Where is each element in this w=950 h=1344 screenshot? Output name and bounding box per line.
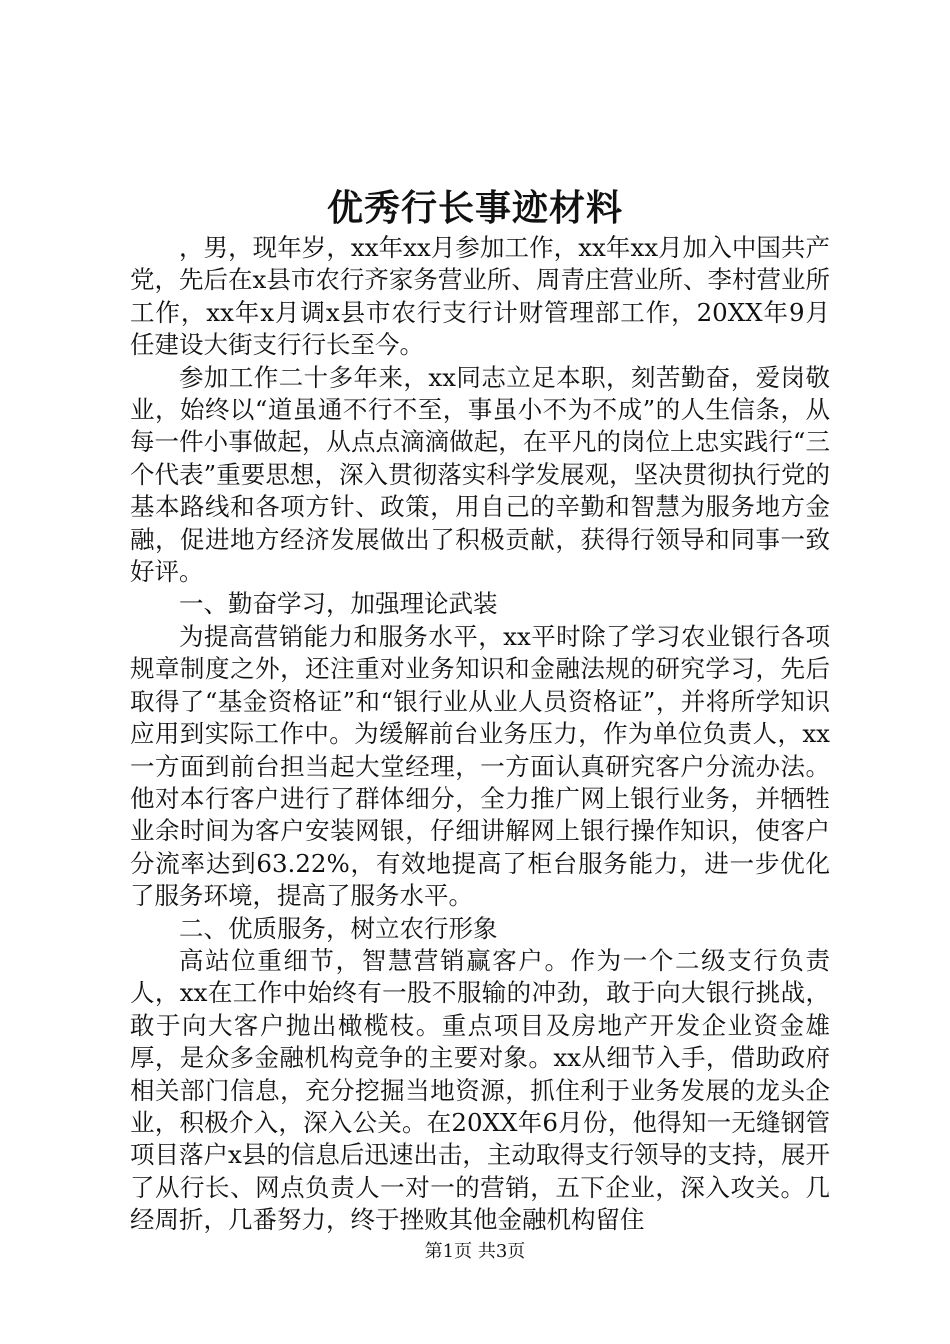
section-heading-service: 二、优质服务，树立农行形象 bbox=[179, 913, 498, 943]
section-heading-study: 一、勤奋学习，加强理论武装 bbox=[179, 589, 498, 619]
document-title: 优秀行长事迹材料 bbox=[326, 187, 623, 229]
paragraph-summary: 参加工作二十多年来，xx同志立足本职，刻苦勤奋，爱岗敬业，始终以“道虽通不行不至，事虽小不为不成”的人生信条，从每一件小事做起，从点点滴滴做起，在平凡的岗位上忠实践行“三个代表”重要思想，深入贯彻落实科学发展观，坚决贯彻执行党的基本路线和各项方针、政策，用自己的辛勤和智慧为服务地方金融，促进地方经济发展做出了积极贡献，获得行领导和同事一致好评。 bbox=[130, 362, 830, 587]
page-footer: 第1页 共3页 bbox=[424, 1241, 526, 1262]
paragraph-intro: ，男，现年岁，xx年xx月参加工作，xx年xx月加入中国共产党，先后在x县市农行齐家务营业所、周青庄营业所、李村营业所工作，xx年x月调x县市农行支行计财管理部工作，20XX年9月任建设大街支行行长至今。 bbox=[130, 233, 830, 360]
paragraph-service: 高站位重细节，智慧营销赢客户。作为一个二级支行负责人，xx在工作中始终有一股不服输的冲劲，敢于向大银行挑战，敢于向大客户抛出橄榄枝。重点项目及房地产开发企业资金雄厚，是众多金融机构竞争的主要对象。xx从细节入手，借助政府相关部门信息，充分挖掘当地资源，抓住利于业务发展的龙头企业，积极介入，深入公关。在20XX年6月份，他得知一无缝钢管项目落户x县的信息后迅速出击，主动取得支行领导的支持，展开了从行长、网点负责人一对一的营销，五下企业，深入攻关。几经周折，几番努力，终于挫败其他金融机构留住 bbox=[130, 945, 830, 1235]
paragraph-study: 为提高营销能力和服务水平，xx平时除了学习农业银行各项规章制度之外，还注重对业务知识和金融法规的研究学习，先后取得了“基金资格证”和“银行业从业人员资格证”，并将所学知识应用到实际工作中。为缓解前台业务压力，作为单位负责人，xx一方面到前台担当起大堂经理，一方面认真研究客户分流办法。他对本行客户进行了群体细分，全力推广网上银行业务，并牺牲业余时间为客户安装网银，仔细讲解网上银行操作知识，使客户分流率达到63.22%，有效地提高了柜台服务能力，进一步优化了服务环境，提高了服务水平。 bbox=[130, 621, 830, 911]
document-body bbox=[130, 232, 830, 1237]
